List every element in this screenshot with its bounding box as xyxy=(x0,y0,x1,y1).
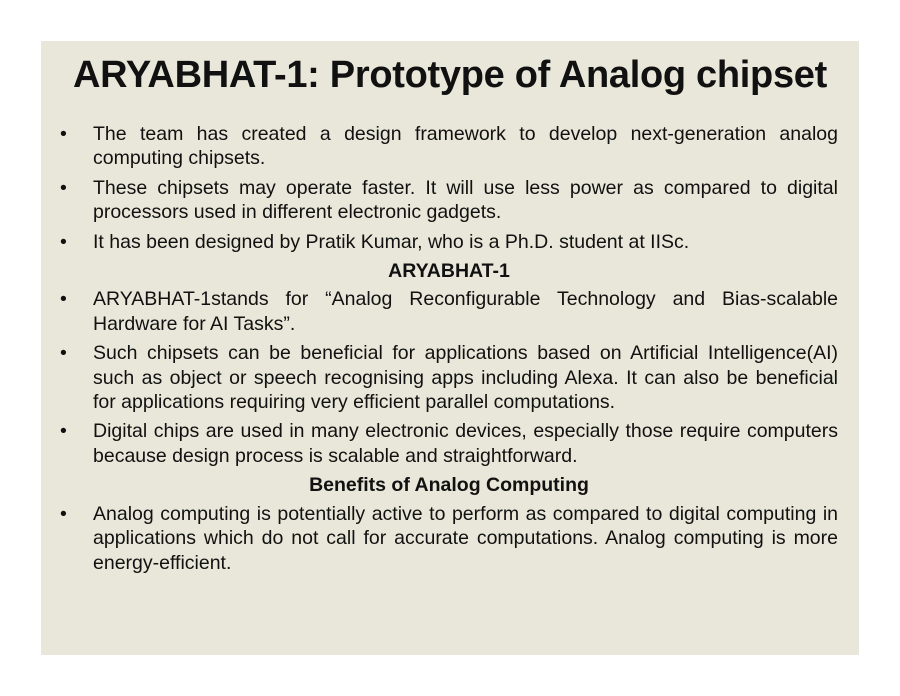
bullet-text: It has been designed by Pratik Kumar, who is a Ph.D. student at IISc. xyxy=(93,230,690,253)
slide-title: ARYABHAT-1: Prototype of Analog chipset xyxy=(73,54,827,96)
bullet-item xyxy=(60,122,838,171)
bullet-text: The team has created a design framework to develop next-generation analog computing chipsets. xyxy=(93,123,838,170)
bullet-text: Such chipsets can be beneficial for applications based on Artificial Intelligence(AI) such as object or speech recognising apps including Alexa. It can also be beneficial for applications requiring very efficient parallel computations. xyxy=(93,342,838,414)
bullet-item xyxy=(60,230,838,254)
bullet-text: Analog computing is potentially active to perform as compared to digital computing in applications which do not call for accurate computations. Analog computing is more energy-efficient. xyxy=(93,502,838,574)
bullet-item xyxy=(60,176,838,225)
bullet-text: ARYABHAT-1stands for “Analog Reconfigurable Technology and Bias-scalable Hardware for AI Tasks”. xyxy=(93,288,838,335)
bullet-dot: • xyxy=(60,342,67,365)
slide-content xyxy=(60,122,838,580)
bullet-item xyxy=(60,287,838,336)
section-heading-benefits: Benefits of Analog Computing xyxy=(309,474,589,497)
bullet-item xyxy=(60,502,838,575)
bullet-dot: • xyxy=(60,123,67,145)
bullet-dot: • xyxy=(60,502,67,525)
bullet-dot: • xyxy=(60,288,67,311)
bullet-dot: • xyxy=(60,176,67,199)
bullet-text: Digital chips are used in many electronic devices, especially those require computers because design process is scalable and straightforward. xyxy=(93,420,838,467)
bullet-dot: • xyxy=(60,420,67,443)
bullet-item xyxy=(60,341,838,414)
bullet-dot: • xyxy=(60,230,67,253)
section-heading-aryabhat: ARYABHAT-1 xyxy=(388,260,510,283)
bullet-text: These chipsets may operate faster. It will use less power as compared to digital processors used in different electronic gadgets. xyxy=(93,176,838,224)
bullet-item xyxy=(60,419,838,468)
